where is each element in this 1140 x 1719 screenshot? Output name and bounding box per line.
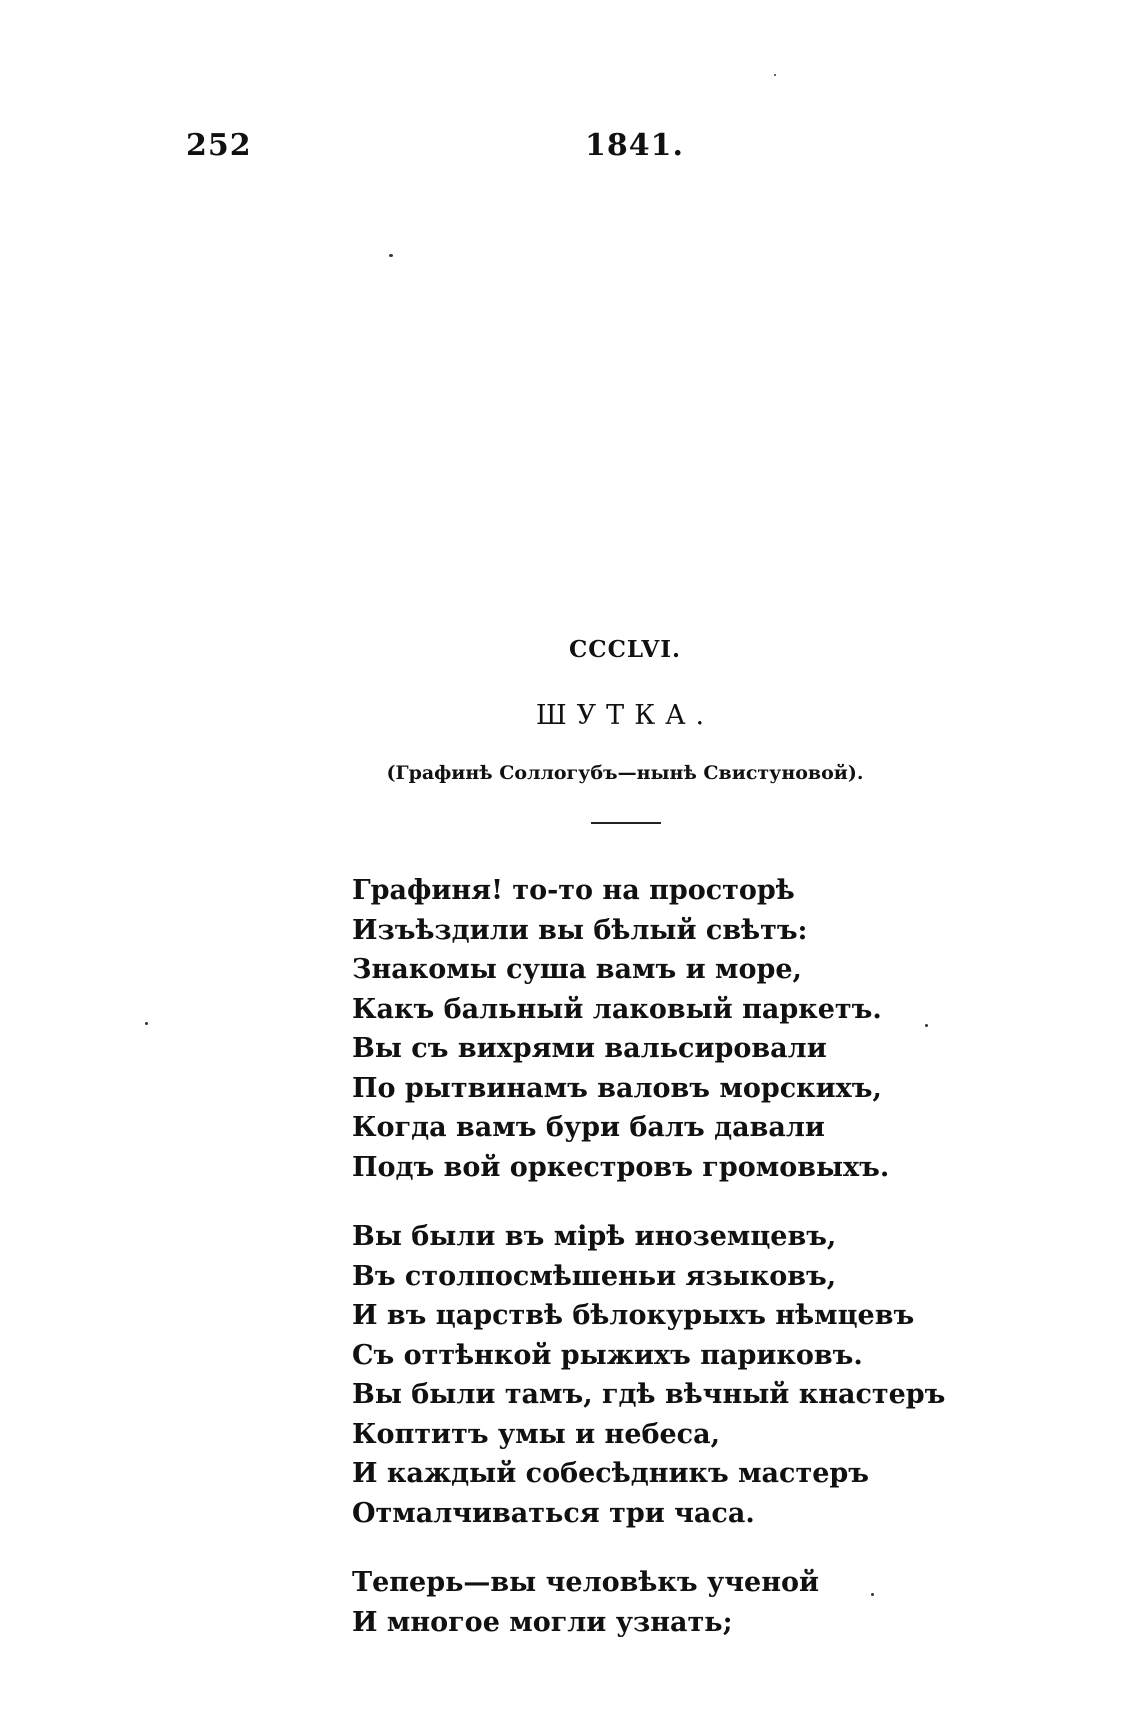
poem-line: Коптитъ умы и небеса, (352, 1418, 721, 1450)
poem-line: И каждый собесѣдникъ мастеръ (352, 1458, 869, 1489)
poem-line: И многое могли узнать; (352, 1606, 733, 1638)
poem-line: Подъ вой оркестровъ громовыхъ. (352, 1151, 890, 1183)
poem-line: Отмалчиваться три часа. (352, 1497, 755, 1529)
scan-speck (389, 254, 393, 257)
poem-line: Съ оттѣнкой рыжихъ париковъ. (352, 1339, 863, 1371)
poem-dedication: (Графинѣ Соллогубъ—нынѣ Свистуновой). (386, 762, 864, 784)
stanza-2 (352, 1217, 945, 1533)
stanza-1 (352, 871, 889, 1187)
poem-line: Графиня! то-то на просторѣ (352, 875, 795, 906)
poem-line: Теперь—вы человѣкъ ученой (352, 1567, 820, 1598)
scan-speck (871, 1593, 874, 1596)
scan-speck (925, 1024, 928, 1027)
poem-line: По рытвинамъ валовъ морскихъ, (352, 1072, 882, 1104)
poem-line: Изъѣздили вы бѣлый свѣтъ: (352, 914, 808, 946)
poem-line: Когда вамъ бури балъ давали (352, 1112, 825, 1143)
poem-line: Вы были тамъ, гдѣ вѣчный кнастеръ (352, 1379, 946, 1410)
scan-speck (774, 74, 776, 76)
stanza-3 (352, 1563, 819, 1642)
page-number: 252 (186, 128, 252, 163)
poem-line: И въ царствѣ бѣлокурыхъ нѣмцевъ (352, 1300, 915, 1331)
poem-title: ШУТКА. (535, 700, 715, 731)
poem-line: Знакомы суша вамъ и море, (352, 954, 802, 985)
poem-line: Въ столпосмѣшеньи языковъ, (352, 1260, 837, 1292)
title-divider (591, 822, 661, 824)
poem-numeral: CCCLVI. (569, 636, 681, 663)
poem-line: Вы съ вихрями вальсировали (352, 1033, 827, 1064)
scan-speck (145, 1022, 148, 1025)
poem-line: Какъ бальный лаковый паркетъ. (352, 993, 882, 1025)
poem-line: Вы были въ мірѣ иноземцевъ, (352, 1221, 837, 1252)
running-head-year: 1841. (585, 128, 684, 163)
